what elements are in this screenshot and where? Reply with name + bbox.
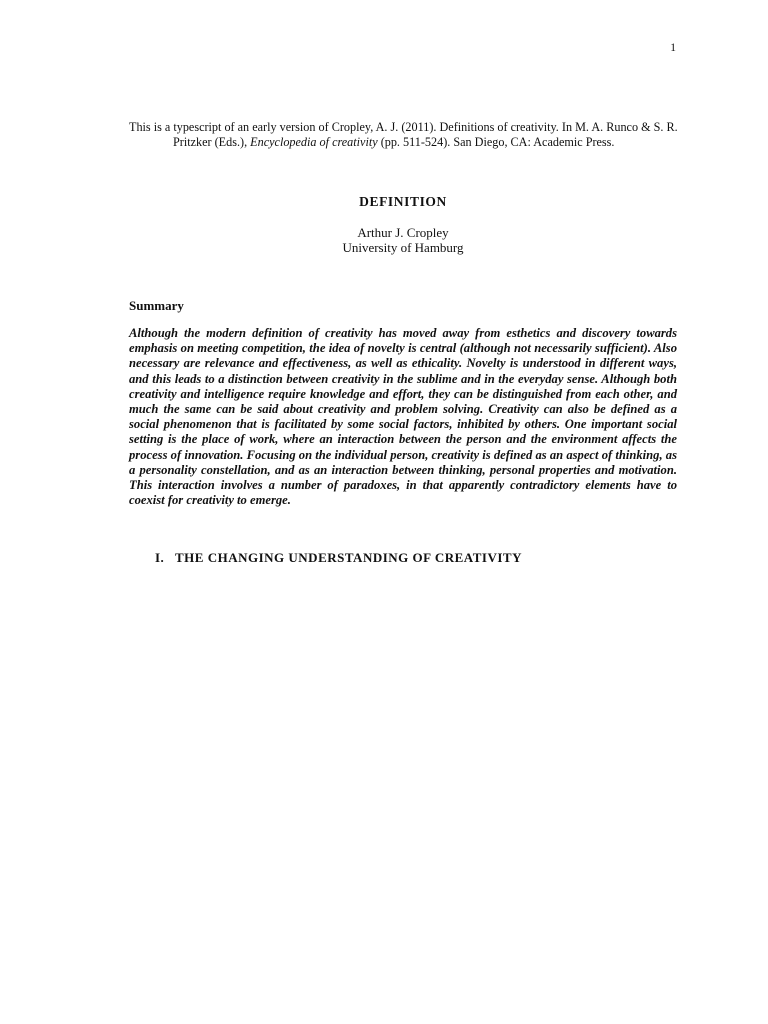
section-heading <box>155 550 522 566</box>
summary-heading: Summary <box>129 298 184 313</box>
summary-paragraph: Although the modern definition of creativity has moved away from esthetics and discovery towards emphasis on meeting competition, the idea of novelty is central (although not necessarily sufficient). Also necessary are relevance and effectiveness, as well as ethicality. Novelty is understood in different ways, and this leads to a distinction between creativity in the sublime and in the everyday sense. Although both creativity and intelligence require knowledge and effort, they can be distinguished from each other, and much the same can be said about creativity and problem solving. Creativity can also be defined as a social phenomenon that is facilitated by some social factors, inhibited by others. One important social setting is the place of work, where an interaction between the person and the environment affects the process of innovation. Focusing on the individual person, creativity is defined as an aspect of thinking, as a personality constellation, and as an interaction between thinking, personal properties and motivation. This interaction involves a number of paradoxes, in that apparently contradictory elements have to coexist for creativity to emerge. <box>129 326 677 508</box>
author-name: Arthur J. Cropley <box>357 225 449 240</box>
citation-text: This is a typescript of an early version of Cropley, A. J. (2011). Definitions of creativity. In M. A. Runco & S. R. Pritzker (Eds.), <box>129 120 678 149</box>
document-title: DEFINITION <box>359 194 447 209</box>
citation-note <box>129 120 718 149</box>
author-affiliation: University of Hamburg <box>342 240 464 255</box>
citation-book-title: Encyclopedia of creativity <box>250 134 378 149</box>
page-number: 1 <box>670 42 676 54</box>
section-number: I. <box>155 550 165 565</box>
citation-publication-info: (pp. 511-524). San Diego, CA: Academic Press. <box>377 134 615 149</box>
section-title: THE CHANGING UNDERSTANDING OF CREATIVITY <box>175 550 522 565</box>
